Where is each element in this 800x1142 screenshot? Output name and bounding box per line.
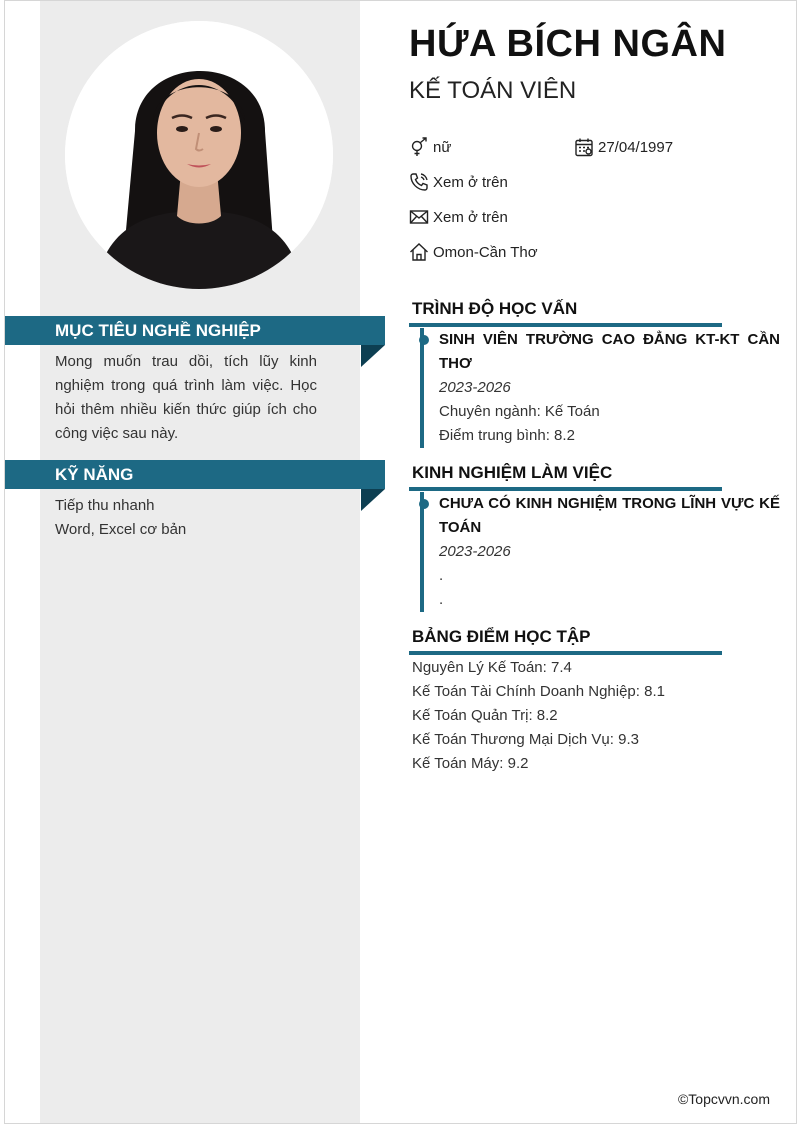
timeline-dot (419, 499, 429, 509)
grade-item: Nguyên Lý Kế Toán: 7.4 (412, 659, 572, 676)
avatar (65, 21, 333, 289)
cv-page (4, 0, 797, 1124)
education-school: SINH VIÊN TRƯỜNG CAO ĐẲNG KT-KT CẦN THƠ (439, 331, 780, 372)
education-title: TRÌNH ĐỘ HỌC VẤN (409, 298, 722, 327)
timeline-dot (419, 335, 429, 345)
skills-header: KỸ NĂNG (5, 460, 385, 489)
objective-header-fold (361, 345, 385, 367)
email-value: Xem ở trên (433, 208, 508, 226)
grade-item: Kế Toán Máy: 9.2 (412, 755, 529, 772)
skills-list (55, 494, 317, 542)
gender-info (409, 137, 451, 157)
grade-item: Kế Toán Thương Mại Dịch Vụ: 9.3 (412, 731, 639, 748)
job-title: KẾ TOÁN VIÊN (409, 77, 577, 104)
experience-line: . (439, 591, 444, 608)
grades-title: BẢNG ĐIỂM HỌC TẬP (409, 626, 722, 655)
experience-title: KINH NGHIỆM LÀM VIỆC (409, 462, 722, 491)
birthdate-info (574, 137, 673, 157)
grades-list (412, 656, 665, 776)
footer-copyright: ©Topcvvn.com (677, 1091, 770, 1107)
education-major: Chuyên ngành: Kế Toán (439, 403, 600, 420)
grade-item: Kế Toán Tài Chính Doanh Nghiệp: 8.1 (412, 683, 665, 700)
experience-entry (424, 492, 780, 612)
objective-header: MỤC TIÊU NGHỀ NGHIỆP (5, 316, 385, 345)
education-gpa: Điểm trung bình: 8.2 (439, 427, 575, 444)
portrait-photo (65, 21, 333, 289)
envelope-icon (409, 207, 429, 227)
phone-icon (409, 172, 429, 192)
address-value: Omon-Cần Thơ (433, 243, 538, 261)
gender-value: nữ (433, 138, 452, 156)
objective-text: Mong muốn trau dồi, tích lũy kinh nghiệm trong quá trình làm việc. Học hỏi thêm nhiều kiến thức giúp ích cho công việc sau này. (55, 353, 317, 442)
education-entry (424, 328, 780, 448)
education-timeline (420, 328, 780, 448)
experience-heading: CHƯA CÓ KINH NGHIỆM TRONG LĨNH VỰC KẾ TOÁN (439, 495, 780, 536)
skill-item: Tiếp thu nhanh (55, 497, 155, 514)
education-period: 2023-2026 (439, 379, 511, 396)
skill-item: Word, Excel cơ bản (55, 521, 187, 538)
experience-line: . (439, 567, 444, 584)
candidate-name: HỨA BÍCH NGÂN (409, 23, 727, 65)
skills-header-fold (361, 489, 385, 511)
grade-item: Kế Toán Quản Trị: 8.2 (412, 707, 558, 724)
home-icon (409, 242, 429, 262)
experience-period: 2023-2026 (439, 543, 511, 560)
calendar-icon (574, 137, 594, 157)
phone-value: Xem ở trên (433, 173, 508, 191)
gender-icon (409, 137, 429, 157)
phone-info (409, 172, 508, 192)
experience-timeline (420, 492, 780, 612)
address-info (409, 242, 538, 262)
birthdate-value: 27/04/1997 (598, 138, 674, 156)
email-info (409, 207, 508, 227)
